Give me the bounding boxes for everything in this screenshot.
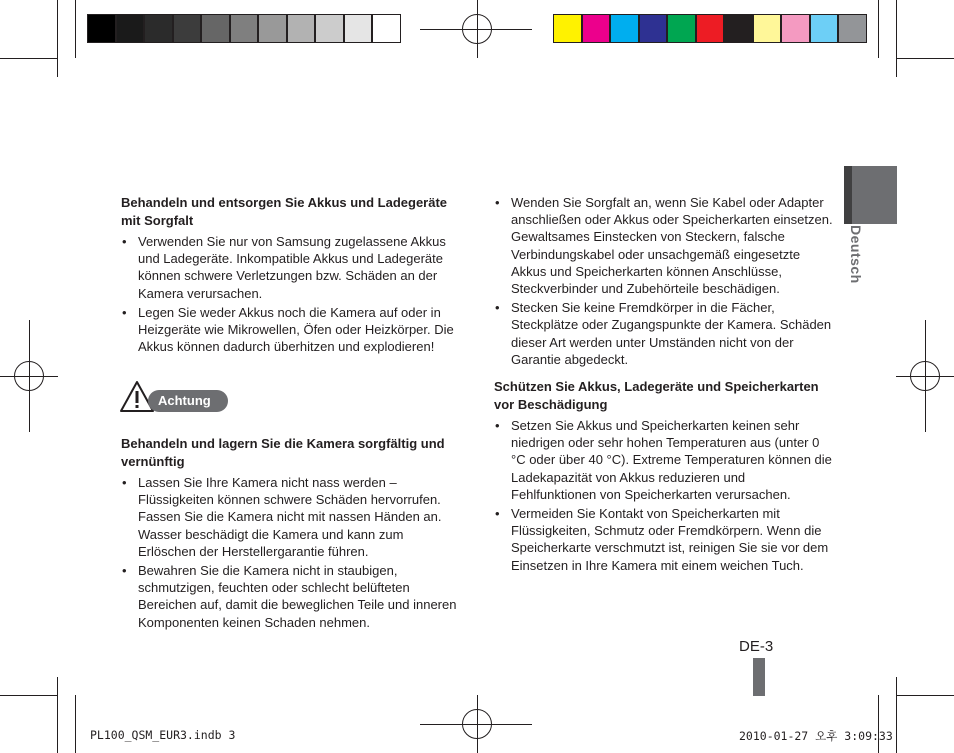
list-item: • Stecken Sie keine Fremdkörper in die Fächer, Steckplätze oder Zugangspunkte der Kamera. Schäden dieser Art werden unter Umständen nicht von der Garantie abgedeckt.: [494, 299, 834, 368]
color-swatch: [667, 14, 696, 43]
list-item: • Setzen Sie Akkus und Speicherkarten keinen sehr niedrigen oder sehr hohen Temperaturen aus (unter 0 °C oder über 40 °C). Extreme Temperaturen können die Ladekapazität von Akkus reduzieren und Fehlfunktionen von Speicherkarten verursachen.: [494, 417, 834, 503]
color-swatch: [144, 14, 173, 43]
color-swatch: [610, 14, 639, 43]
battery-care-list: [121, 233, 461, 355]
page-number-bar: [753, 658, 765, 696]
list-item: • Bewahren Sie die Kamera nicht in staubigen, schmutzigen, feuchten oder schlecht belüfteten Bereichen auf, damit die beweglichen Teile und inneren Komponenten keinen Schaden nehmen.: [121, 562, 461, 631]
list-item: • Verwenden Sie nur von Samsung zugelassene Akkus und Ladegeräte. Inkompatible Akkus und Ladegeräte können schwere Verletzungen bzw. Schäden an der Kamera verursachen.: [121, 233, 461, 302]
footer-file-info: PL100_QSM_EUR3.indb 3: [90, 728, 236, 742]
camera-care-list: [121, 474, 461, 631]
list-item: • Vermeiden Sie Kontakt von Speicherkarten mit Flüssigkeiten, Schmutz oder Fremdkörpern. Wenn die Speicherkarte verschmutzt ist, reinigen Sie sie vor dem Einsetzen in Ihre Kamera mit einem weichen Tuch.: [494, 505, 834, 574]
color-swatch: [230, 14, 259, 43]
color-swatch: [724, 14, 753, 43]
left-column: [121, 194, 461, 357]
section-heading-protect-batteries: Schützen Sie Akkus, Ladegeräte und Speicherkarten vor Beschädigung: [494, 379, 819, 412]
section-heading-battery-care: Behandeln und entsorgen Sie Akkus und Ladegeräte mit Sorgfalt: [121, 195, 448, 228]
color-swatch: [315, 14, 344, 43]
caution-label: Achtung: [148, 390, 228, 412]
left-column-lower: [121, 435, 461, 633]
list-item: • Lassen Sie Ihre Kamera nicht nass werden – Flüssigkeiten können schwere Schäden hervorrufen. Fassen Sie die Kamera nicht mit nassen Händen an. Wasser beschädigt die Kamera und kann zum Erlöschen der Herstellergarantie führen.: [121, 474, 461, 560]
connection-care-list: [494, 194, 834, 368]
color-swatch: [258, 14, 287, 43]
color-swatch: [838, 14, 867, 43]
color-swatch: [201, 14, 230, 43]
color-swatch: [781, 14, 810, 43]
color-swatch: [553, 14, 582, 43]
list-item: • Wenden Sie Sorgfalt an, wenn Sie Kabel oder Adapter anschließen oder Akkus oder Speicherkarten einsetzen. Gewaltsames Einstecken von Steckern, falsche Verbindungskabel oder unsachgemäß eingesetzte Akkus und Speicherkarten können Anschlüsse, Steckverbinder und Zubehörteile beschädigen.: [494, 194, 834, 297]
list-item: • Legen Sie weder Akkus noch die Kamera auf oder in Heizgeräte wie Mikrowellen, Öfen oder Heizkörper. Die Akkus können dadurch überhitzen und explodieren!: [121, 304, 461, 356]
color-swatch: [87, 14, 116, 43]
color-swatch: [372, 14, 401, 43]
color-swatch: [173, 14, 202, 43]
language-tab-label: Deutsch: [848, 225, 864, 284]
color-swatch: [344, 14, 373, 43]
right-column: [494, 194, 834, 576]
color-swatch: [753, 14, 782, 43]
section-heading-camera-care: Behandeln und lagern Sie die Kamera sorgfältig und vernünftig: [121, 436, 445, 469]
color-swatch: [810, 14, 839, 43]
language-tab-marker: [844, 166, 897, 224]
color-swatch: [116, 14, 145, 43]
color-swatch: [582, 14, 611, 43]
page-number: DE-3: [739, 638, 774, 655]
footer-timestamp: 2010-01-27 오후 3:09:33: [739, 729, 893, 743]
color-swatch: [639, 14, 668, 43]
protect-batteries-list: [494, 417, 834, 574]
color-swatch: [287, 14, 316, 43]
color-swatch: [696, 14, 725, 43]
